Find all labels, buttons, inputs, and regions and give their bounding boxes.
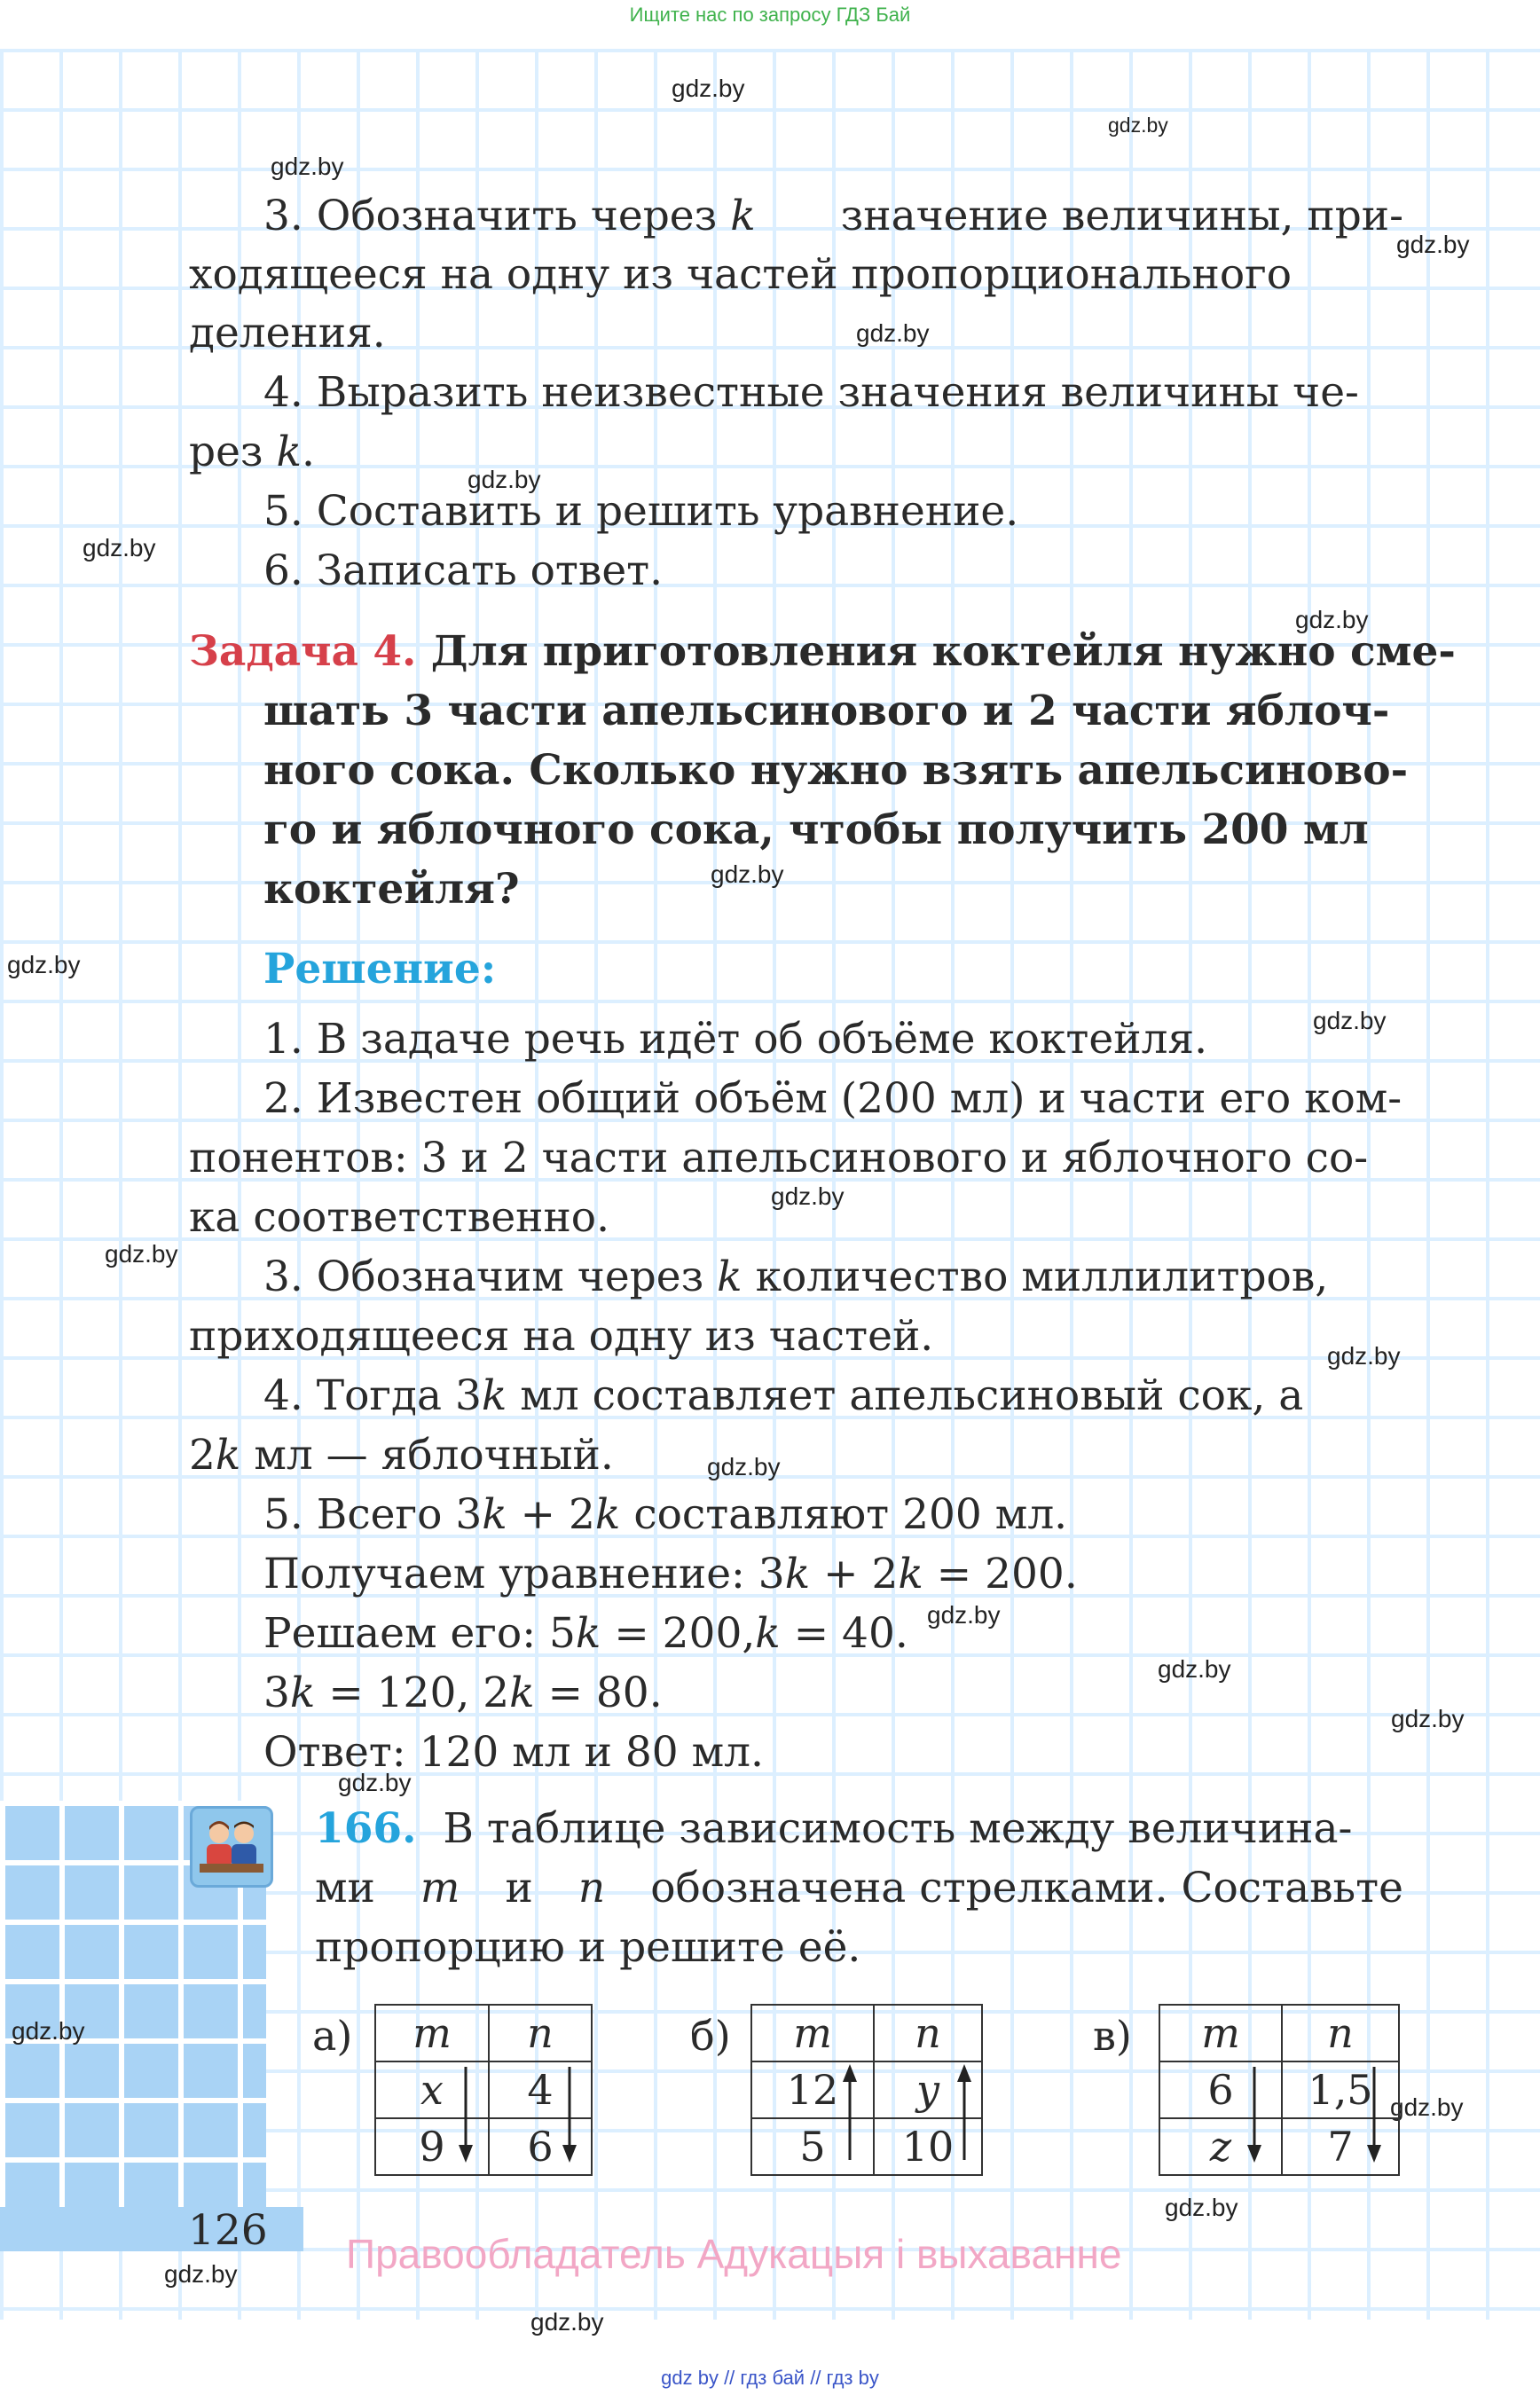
table-a-cell: 6: [489, 2118, 592, 2175]
table-v-header-m: m: [1159, 2005, 1282, 2061]
solution-step-2-line-3: ка соответственно.: [189, 1193, 610, 1242]
task-first-line: Задача 4. Для приготовления коктейля нужно сме-: [189, 627, 1456, 676]
task-line: шать 3 части апельсинового и 2 части яблоч-: [263, 687, 1390, 735]
watermark: gdz.by: [7, 951, 81, 978]
table-a-header-n: n: [489, 2005, 592, 2061]
page-number: 126: [188, 2206, 268, 2255]
table-a-label: а): [312, 2012, 353, 2060]
table-b-cell: y: [874, 2061, 982, 2118]
watermark: gdz.by: [105, 1240, 178, 1268]
table-a-cell: 4: [489, 2061, 592, 2118]
watermark: gdz.by: [271, 153, 344, 180]
step-5: 5. Составить и решить уравнение.: [263, 487, 1019, 536]
step-3-line-2: ходящееся на одну из частей пропорционального: [189, 250, 1292, 299]
table-a-arrow-down-icon: [457, 2067, 475, 2164]
table-a-cell: 9: [375, 2118, 489, 2175]
step-6: 6. Записать ответ.: [263, 546, 664, 595]
watermark: gdz.by: [530, 2308, 604, 2336]
table-b-cell: 12: [751, 2061, 874, 2118]
exercise-line-3: пропорцию и решите её.: [315, 1923, 861, 1972]
table-v: [1159, 2004, 1400, 2176]
step-3-line-3: деления.: [189, 309, 386, 357]
watermark: gdz.by: [672, 75, 745, 102]
watermark: gdz.by: [82, 534, 156, 561]
task-line: коктейля?: [263, 865, 520, 914]
table-v-arrow-down-icon: [1245, 2067, 1263, 2164]
table-v-cell: 1,5: [1282, 2061, 1399, 2118]
table-v-arrow-down-icon: [1365, 2067, 1383, 2164]
watermark: gdz.by: [711, 860, 784, 888]
table-b: [750, 2004, 983, 2176]
table-b-label: б): [690, 2012, 731, 2060]
table-v-cell: 7: [1282, 2118, 1399, 2175]
watermark: gdz.by: [1108, 114, 1168, 137]
table-b-cell: 10: [874, 2118, 982, 2175]
bottom-links[interactable]: gdz by // гдз бай // гдз by: [661, 2367, 879, 2389]
task-line: го и яблочного сока, чтобы получить 200 мл: [263, 805, 1369, 854]
solution-step-2-line-2: понентов: 3 и 2 части апельсинового и яблочного со-: [189, 1134, 1369, 1182]
watermark: gdz.by: [1165, 2194, 1238, 2221]
exercise-line-2: ми m и n обозначена стрелками. Составьте: [315, 1864, 1403, 1912]
table-b-header-n: n: [874, 2005, 982, 2061]
watermark: gdz.by: [164, 2260, 238, 2288]
table-v-label: в): [1093, 2012, 1132, 2060]
solution-solve: Решаем его: 5k = 200,k = 40.: [263, 1609, 908, 1658]
table-b-header-m: m: [751, 2005, 874, 2061]
table-a-arrow-down-icon: [561, 2067, 578, 2164]
step-4-line-1: 4. Выразить неизвестные значения величины че-: [263, 368, 1359, 417]
top-search-note[interactable]: Ищите нас по запросу ГДЗ Бай: [629, 4, 911, 26]
watermark: gdz.by: [707, 1453, 781, 1480]
watermark: gdz.by: [1158, 1655, 1231, 1683]
step-4-line-2: рез k.: [189, 428, 315, 476]
watermark: gdz.by: [1390, 2093, 1464, 2121]
solution-heading: Решение:: [263, 945, 497, 993]
watermark: gdz.by: [338, 1769, 412, 1796]
watermark: gdz.by: [1327, 1342, 1401, 1370]
table-v-cell: z: [1159, 2118, 1282, 2175]
watermark: gdz.by: [1313, 1007, 1387, 1034]
table-b-arrow-up-icon: [841, 2062, 859, 2160]
table-b-arrow-up-icon: [955, 2062, 973, 2160]
watermark: gdz.by: [1391, 1705, 1465, 1732]
solution-step-4-line-2: 2k мл — яблочный.: [189, 1431, 614, 1480]
table-v-header-n: n: [1282, 2005, 1399, 2061]
solution-result: 3k = 120, 2k = 80.: [263, 1669, 663, 1717]
watermark: gdz.by: [1396, 231, 1470, 258]
pair-work-icon: [190, 1806, 273, 1888]
watermark: gdz.by: [771, 1182, 845, 1210]
table-v-cell: 6: [1159, 2061, 1282, 2118]
watermark: gdz.by: [468, 466, 541, 493]
watermark: gdz.by: [927, 1601, 1001, 1629]
solution-step-3-line-1: 3. Обозначим через k количество миллилитров,: [263, 1253, 1329, 1301]
watermark: gdz.by: [1295, 606, 1369, 633]
copyright-notice: Правообладатель Адукацыя і выхаванне: [346, 2231, 1122, 2277]
solution-step-4-line-1: 4. Тогда 3k мл составляет апельсиновый сок, а: [263, 1371, 1304, 1420]
task-line: ного сока. Сколько нужно взять апельсиново-: [263, 746, 1409, 795]
table-b-cell: 5: [751, 2118, 874, 2175]
watermark: gdz.by: [12, 2017, 85, 2045]
solution-step-3-line-2: приходящееся на одну из частей.: [189, 1312, 934, 1361]
solution-step-5: 5. Всего 3k + 2k составляют 200 мл.: [263, 1490, 1068, 1539]
solution-step-2-line-1: 2. Известен общий объём (200 мл) и части его ком-: [263, 1074, 1402, 1123]
solution-step-1: 1. В задаче речь идёт об объёме коктейля.: [263, 1015, 1208, 1064]
solution-equation: Получаем уравнение: 3k + 2k = 200.: [263, 1550, 1078, 1598]
table-a-header-m: m: [375, 2005, 489, 2061]
table-a-cell: x: [375, 2061, 489, 2118]
exercise-line-1: 166. В таблице зависимость между величина-: [315, 1804, 1353, 1853]
step-3-line-1: 3. Обозначить через k значение величины, при-: [263, 192, 1403, 240]
watermark: gdz.by: [856, 319, 930, 347]
solution-answer: Ответ: 120 мл и 80 мл.: [263, 1728, 764, 1777]
